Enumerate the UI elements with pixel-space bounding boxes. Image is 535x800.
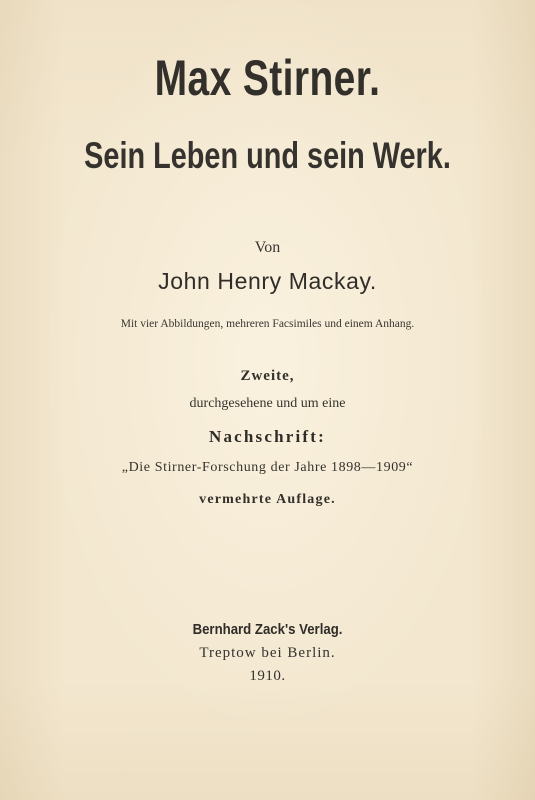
- postscript-heading: Nachschrift:: [208, 427, 327, 446]
- publication-place: Treptow bei Berlin.: [199, 645, 336, 661]
- postscript-title: „Die Stirner-Forschung der Jahre 1898—1909“: [121, 460, 414, 475]
- publication-year: 1910.: [249, 668, 286, 684]
- book-title: Max Stirner.: [154, 50, 381, 106]
- publisher-name: Bernhard Zack's Verlag.: [192, 621, 343, 638]
- edition-line-2: durchgesehene und um eine: [189, 396, 346, 411]
- by-line: Von: [254, 239, 281, 256]
- edition-line-1: Zweite,: [240, 368, 295, 384]
- author-name: John Henry Mackay.: [158, 268, 377, 294]
- edition-line-3: vermehrte Auflage.: [199, 492, 336, 507]
- illustrations-note: Mit vier Abbildungen, mehreren Facsimiles und einem Anhang.: [120, 318, 415, 330]
- book-subtitle: Sein Leben und sein Werk.: [84, 135, 451, 176]
